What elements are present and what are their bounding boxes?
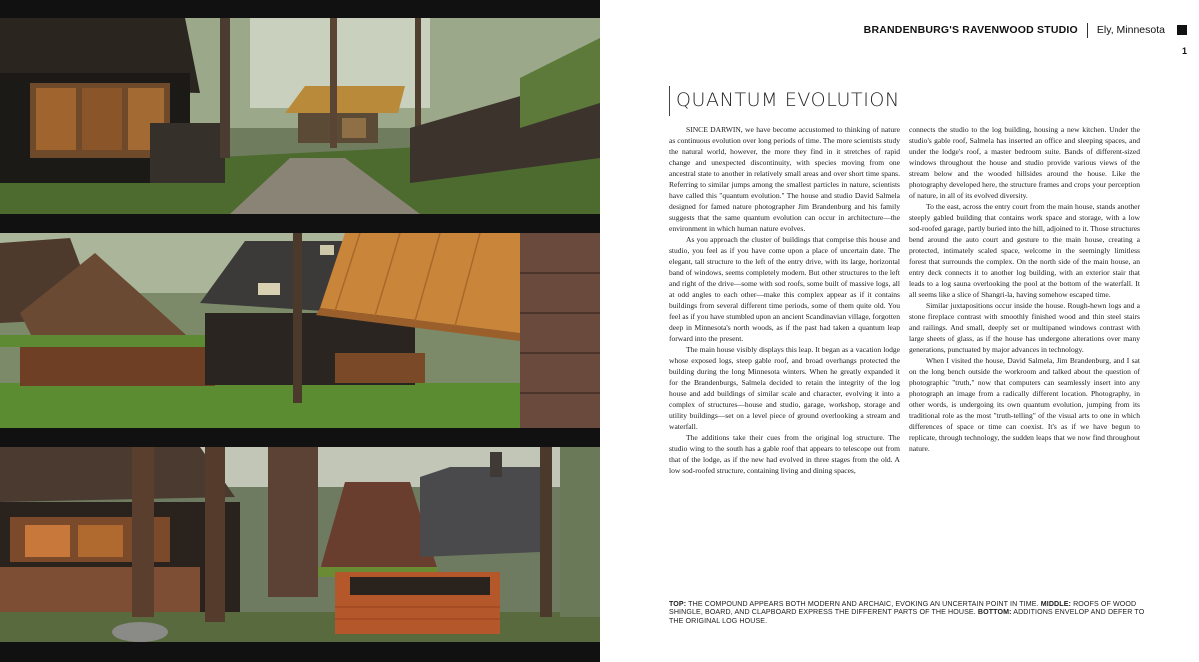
- body-paragraph: The additions take their cues from the original log structure. The studio wing to the south has a gable roof that appears to telescope out from that of the lodge, as if the new had evolved in three stages from the old. A low sod-roofed structure, containing living and dining spaces,: [669, 433, 900, 476]
- caption-bottom-label: BOTTOM:: [977, 608, 1012, 617]
- running-head: [864, 22, 1187, 38]
- photo-compound-drive-image: [0, 18, 600, 214]
- caption-top-text: THE COMPOUND APPEARS BOTH MODERN AND ARCHAIC, EVOKING AN UNCERTAIN POINT IN TIME.: [686, 600, 1041, 608]
- body-paragraph: Similar juxtapositions occur inside the house. Rough-hewn logs and a stone fireplace contrast with smoothly finished wood and thin steel stairs and railings. And small, deeply set or multipaned windows contrast with large sheets of glass, as if the house has undergone alterations over many generations, punctuated by major advances in technology.: [909, 301, 1140, 355]
- body-paragraph: connects the studio to the log building, housing a new kitchen. Under the studio's gable roof, Salmela has inserted an office and sleeping spaces, and under the lodge's roof, a master bedroom suite. Bands of different-sized windows throughout the house and studio provide various views of the stream below and the wooded hillsides around the house. Like the photography developed here, the structure frames and crops your perception of nature, in all of its evolved diversity.: [909, 125, 1140, 201]
- running-head-divider: [1087, 23, 1088, 38]
- running-head-title: BRANDENBURG'S RAVENWOOD STUDIO: [863, 24, 1078, 36]
- page-number: 1: [1181, 46, 1187, 56]
- body-paragraph: To the east, across the entry court from the main house, stands another steeply gabled building that contains work space and storage, with a low sod-roofed garage, partly buried into the hill, adjoined to it. Those structures bend around the auto court and gesture to the main house, creating a protected, intimately scaled space, welcome in the seemingly limitless forest that surrounds the complex. On the north side of the main house, an entry deck connects it to another log building, with an exterior stair that leads to a log sauna overlooking the pool at the bottom of the waterfall. It all seems like a slice of Shangri-la, having somehow escaped time.: [909, 202, 1140, 300]
- running-head-location: Ely, Minnesota: [1096, 24, 1165, 36]
- body-paragraph: SINCE DARWIN, we have become accustomed to thinking of nature as continuous evolution over long periods of time. The more scientists study the natural world, however, the more they find in it stretches of rapid change and unexpected discontinuity, with species moving from one ancestral state to another in relatively small areas and over short time spans. Referring to similar jumps among the smallest particles in nature, scientists have called this "quantum evolution." The house and studio David Salmela designed for famed nature photographer Jim Brandenburg and his family suggests that the same quantum evolution can occur in architecture—the environment in which human nature evolves.: [669, 125, 900, 234]
- section-title: QUANTUM EVOLUTION: [676, 89, 900, 111]
- caption-middle-text: ROOFS OF WOOD SHINGLE, BOARD, AND CLAPBOARD EXPRESS THE DIFFERENT PARTS OF THE HOUSE.: [669, 600, 1137, 617]
- running-head-square-marker: [1177, 25, 1187, 35]
- body-paragraph: As you approach the cluster of buildings that comprise this house and studio, you feel as if you have come upon a place of uncertain date. The elegant, tall structure to the left of the entry drive, with its large, horizontal band of windows, seems completely modern. But other structures to the left and right of the drive—some with sod roofs, some built of massive logs, all at odd angles to each other—make this complex appear as if it contains buildings from several different time periods, some of them quite old. You feel as if you have stumbled upon an ancient Scandinavian village, forgotten deep in Minnesota's north woods, as if the past had taken a quantum leap forward into the present.: [669, 235, 900, 344]
- caption-middle-label: MIDDLE:: [1040, 600, 1071, 608]
- body-paragraph: When I visited the house, David Salmela, Jim Brandenburg, and I sat on the long bench outside the workroom and talked about the question of photographic "truth," now that computers can seamlessly insert into any photograph an image from a radically different location. Photography, in other words, is undergoing its own quantum evolution, jumping from its traditional role as the most "truth-telling" of the visual arts to one in which differences of space or time can coexist. It's as if we have begun to replicate, through technology, the sudden leaps that we now find throughout nature.: [909, 356, 1140, 454]
- photo-log-house: [0, 447, 600, 642]
- body-column-right: [909, 124, 1140, 454]
- title-rule: [669, 86, 670, 116]
- photo-roofs: [0, 233, 600, 428]
- photo-roofs-image: [0, 233, 600, 428]
- body-paragraph: The main house visibly displays this leap. It began as a vacation lodge whose exposed logs, steep gable roof, and broad overhangs protected the building during the long Minnesota winters. When he greatly expanded it for the Brandenburgs, Salmela decided to retain the integrity of the log house and add buildings of similar scale and character, evolving it into a complex of structures—house and studio, garage, workshop, storage and utility buildings—set on a level piece of ground overlooking a stream and waterfall.: [669, 345, 900, 432]
- photo-log-house-image: [0, 447, 600, 642]
- caption-top-label: TOP:: [669, 600, 687, 608]
- caption-bottom-text: ADDITIONS ENVELOP AND DEFER TO THE ORIGINAL LOG HOUSE.: [669, 608, 1145, 625]
- body-column-left: [669, 124, 900, 477]
- photo-caption: [669, 600, 1145, 625]
- text-page: [600, 0, 1199, 662]
- photo-compound-drive: [0, 18, 600, 214]
